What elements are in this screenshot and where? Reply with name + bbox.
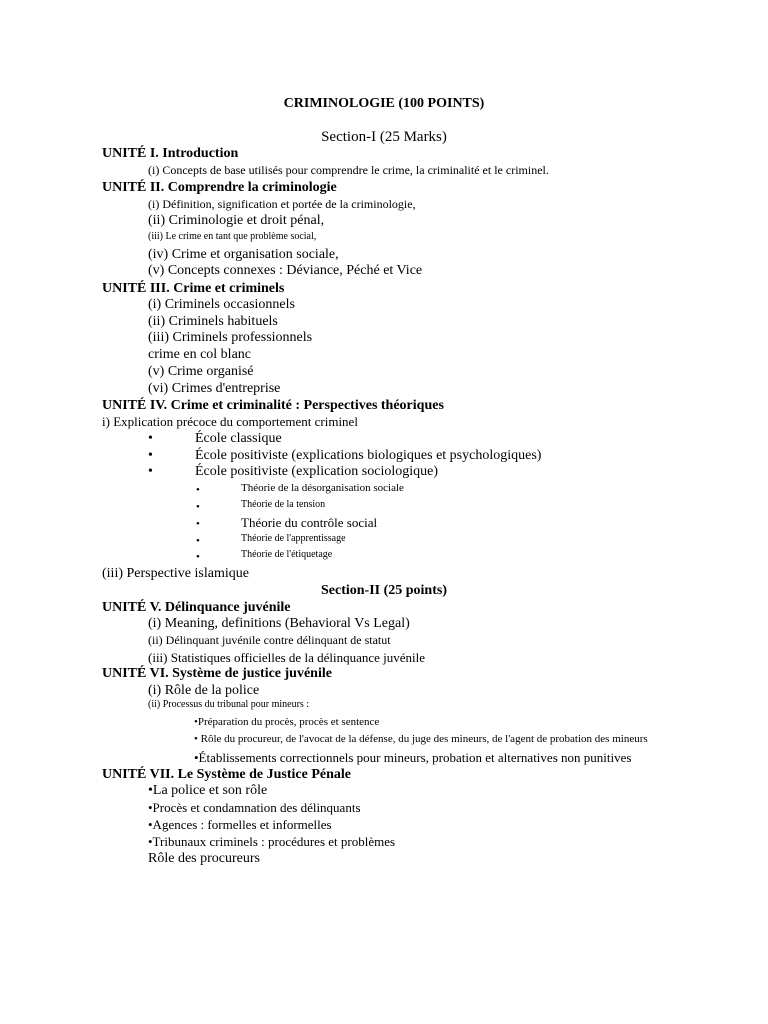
unit-3-item: crime en col blanc: [148, 347, 252, 362]
unit-7-item: •Procès et condamnation des délinquants: [148, 800, 361, 815]
unit-3-item: (iii) Criminels professionnels: [148, 330, 313, 345]
school-item: École classique: [195, 431, 282, 446]
unit-5-item: (iii) Statistiques officielles de la délinquance juvénile: [148, 650, 426, 665]
unit-2-item: (v) Concepts connexes : Déviance, Péché et Vice: [148, 263, 423, 278]
document-title: CRIMINOLOGIE (100 POINTS): [283, 96, 485, 111]
bullet-icon: •: [196, 518, 200, 530]
unit-2-heading: UNITÉ II. Comprendre la criminologie: [102, 180, 337, 195]
unit-5-heading: UNITÉ V. Délinquance juvénile: [102, 600, 291, 615]
islamic-perspective: (iii) Perspective islamique: [102, 566, 249, 581]
unit-7-item: •La police et son rôle: [148, 783, 268, 798]
theory-item: Théorie de la tension: [241, 499, 326, 510]
section-2-heading: Section-II (25 points): [320, 583, 447, 598]
unit-2-item: (ii) Criminologie et droit pénal,: [148, 213, 325, 228]
unit-7-item: Rôle des procureurs: [148, 851, 260, 866]
unit-6-subitem: •Établissements correctionnels pour mineurs, probation et alternatives non punitives: [194, 750, 632, 765]
unit-7-item: •Tribunaux criminels : procédures et problèmes: [148, 834, 396, 849]
school-item: École positiviste (explications biologiques et psychologiques): [195, 448, 542, 463]
school-item: École positiviste (explication sociologique): [195, 464, 438, 479]
unit-5-item: (i) Meaning, definitions (Behavioral Vs Legal): [148, 616, 410, 631]
bullet-icon: •: [148, 464, 153, 479]
unit-2-item: (i) Définition, signification et portée de la criminologie,: [148, 197, 416, 211]
unit-1-heading: UNITÉ I. Introduction: [102, 146, 239, 161]
unit-2-item: (iii) Le crime en tant que problème social,: [148, 231, 317, 242]
unit-7-heading: UNITÉ VII. Le Système de Justice Pénale: [102, 767, 352, 782]
unit-4-intro: i) Explication précoce du comportement criminel: [102, 414, 358, 429]
unit-4-heading: UNITÉ IV. Crime et criminalité : Perspectives théoriques: [102, 398, 444, 413]
unit-6-subitem: •Préparation du procès, procès et sentence: [194, 716, 380, 728]
unit-5-item: (ii) Délinquant juvénile contre délinquant de statut: [148, 633, 391, 647]
unit-3-item: (i) Criminels occasionnels: [148, 297, 295, 312]
unit-7-item: •Agences : formelles et informelles: [148, 817, 332, 832]
theory-item: Théorie du contrôle social: [241, 515, 378, 530]
unit-1-item: (i) Concepts de base utilisés pour comprendre le crime, la criminalité et le criminel.: [148, 163, 549, 177]
theory-item: Théorie de la désorganisation sociale: [241, 482, 404, 494]
unit-3-item: (ii) Criminels habituels: [148, 314, 278, 329]
bullet-icon: •: [196, 501, 200, 513]
section-1-heading: Section-I (25 Marks): [321, 129, 447, 145]
bullet-icon: •: [148, 448, 153, 463]
unit-2-item: (iv) Crime et organisation sociale,: [148, 247, 339, 262]
unit-3-item: (v) Crime organisé: [148, 364, 254, 379]
bullet-icon: •: [148, 431, 153, 446]
bullet-icon: •: [196, 551, 200, 563]
theory-item: Théorie de l'apprentissage: [241, 533, 346, 544]
unit-3-item: (vi) Crimes d'entreprise: [148, 381, 281, 396]
bullet-icon: •: [196, 535, 200, 547]
unit-6-heading: UNITÉ VI. Système de justice juvénile: [102, 666, 332, 681]
unit-6-item: (i) Rôle de la police: [148, 683, 260, 698]
unit-3-heading: UNITÉ III. Crime et criminels: [102, 281, 285, 296]
unit-6-item: (ii) Processus du tribunal pour mineurs :: [148, 699, 310, 710]
unit-6-subitem: • Rôle du procureur, de l'avocat de la défense, du juge des mineurs, de l'agent de probation des mineurs: [194, 733, 648, 745]
theory-item: Théorie de l'étiquetage: [241, 549, 333, 560]
bullet-icon: •: [196, 484, 200, 496]
